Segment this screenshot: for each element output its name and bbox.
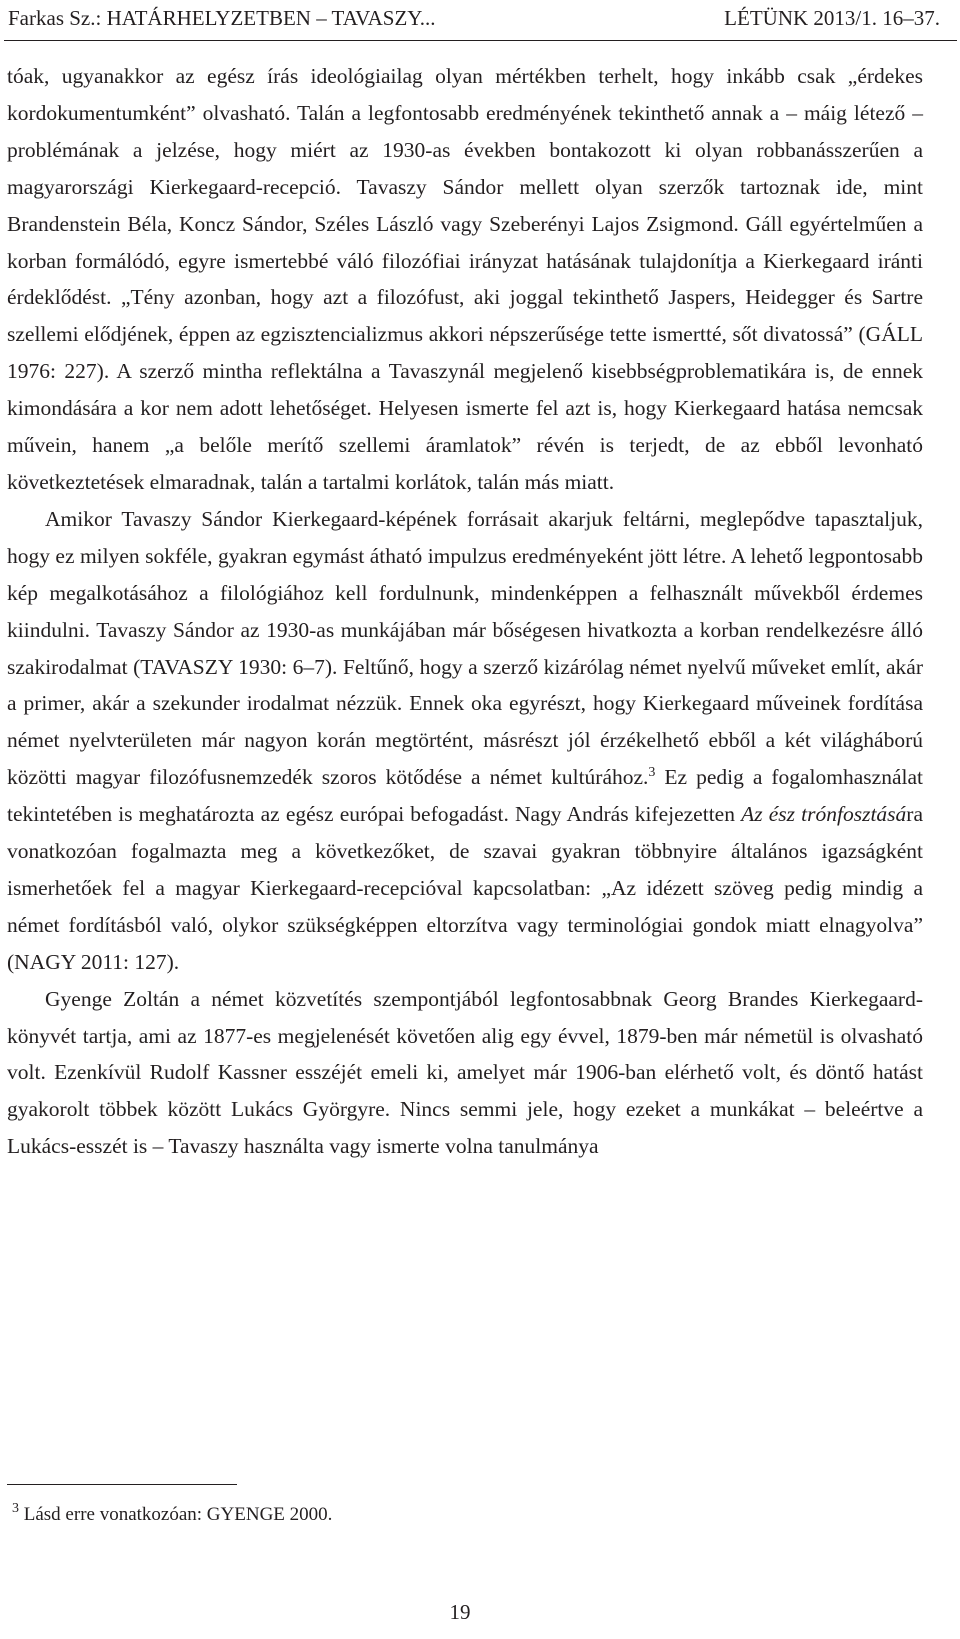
footnote xyxy=(12,1501,333,1526)
footnote-number: 3 xyxy=(12,1501,19,1516)
paragraph-3: Gyenge Zoltán a német közvetítés szempontjából legfontosabbnak Georg Brandes Kierkegaard-könyvét tartja, ami az 1877-es megjelenését követően alig egy évvel, 1879-ben már németül is olvasható volt. Ezenkívül Rudolf Kassner esszéjét emeli ki, amelyet már 1906-ban elérhető volt, és döntő hatást gyakorolt többek között Lukács Györgyre. Nincs semmi jele, hogy ezeket a munkákat – beleértve a Lukács-esszét is – Tavaszy használta vagy ismerte volna tanulmánya xyxy=(7,986,923,1159)
cited-book-title: Az ész trónfosztásá xyxy=(741,802,907,827)
footnote-rule xyxy=(7,1484,237,1485)
paragraph-2 xyxy=(7,501,923,981)
paragraph-2-text-b: Ez pedig a fogalomhasználat tekintetében is meghatározta az egész európai befogadást. Nagy András kifejezetten xyxy=(7,765,923,827)
running-header xyxy=(0,0,960,42)
main-text xyxy=(7,58,923,1165)
paragraph-2-text-c: ra vonatkozóan fogalmazta meg a következőket, de szavai gyakran többnyire általános igazságként ismerhetőek fel a magyar Kierkegaard-recepcióval kapcsolatban: „Az idézett szöveg pedig mindig a német fordításból való, olykor szükségképpen eltorzítva vagy terminológiai gondok miatt elnagyolva” (NAGY 2011: 127). xyxy=(7,802,923,974)
header-rule xyxy=(4,40,957,41)
paragraph-2-text-a: Amikor Tavaszy Sándor Kierkegaard-képének forrásait akarjuk feltárni, meglepődve tapasztaljuk, hogy ez milyen sokféle, gyakran egymást átható impulzus eredményeként jött létre. A lehető legpontosabb kép megalkotásához a filológiához kell fordulnunk, mindenképpen a felhasznált művekből érdemes kiindulni. Tavaszy Sándor az 1930-as munkájában már bőségesen hivatkozta a korban rendelkezésre álló szakirodalmat (TAVASZY 1930: 6–7). Feltűnő, hogy a szerző kizárólag német nyelvű műveket említ, akár a primer, akár a szekunder irodalmat nézzük. Ennek oka egyrészt, hogy Kierkegaard műveinek fordítása német nyelvterületen már nagyon korán megtörtént, másrészt jól érzékelhető ebből a két világháború közötti magyar filozófusnemzedék szoros kötődése a német kultúrához. xyxy=(7,506,923,790)
page-number: 19 xyxy=(449,1600,471,1624)
header-journal-citation: LÉTÜNK 2013/1. 16–37. xyxy=(724,6,940,30)
paragraph-1: tóak, ugyanakkor az egész írás ideológiailag olyan mértékben terhelt, hogy inkább csak „érdekes kordokumentumként” olvasható. Talán a legfontosabb eredményének tekinthető annak a – máig létező – problémának a jelzése, hogy miért az 1930-as években bontakozott ki olyan robbanásszerűen a magyarországi Kierkegaard-recepció. Tavaszy Sándor mellett olyan szerzők tartoznak ide, mint Brandenstein Béla, Koncz Sándor, Széles László vagy Szeberényi Lajos Zsigmond. Gáll egyértelműen a korban formálódó, egyre ismertebbé váló filozófiai irányzat hatásának tulajdonítja a Kierkegaard iránti érdeklődést. „Tény azonban, hogy azt a filozófust, aki joggal tekinthető Jaspers, Heidegger és Sartre szellemi elődjének, éppen az egzisztencializmus akkori népszerűsége tette ismertté, sőt divatossá” (GÁLL 1976: 227). A szerző mintha reflektálna a Tavaszynál megjelenő kisebbségproblematikára is, de ennek kimondására a kor nem adott lehetőséget. Helyesen ismerte fel azt is, hogy Kierkegaard hatása nemcsak művein, hanem „a belőle merítő szellemi áramlatok” révén is terjedt, de az ebből levonható következtetések elmaradnak, talán a tartalmi korlátok, talán más miatt. xyxy=(7,64,923,494)
footnote-reference: 3 xyxy=(648,765,656,781)
header-author-title: Farkas Sz.: HATÁRHELYZETBEN – TAVASZY... xyxy=(8,6,436,30)
footnote-text: Lásd erre vonatkozóan: GYENGE 2000. xyxy=(23,1504,333,1525)
